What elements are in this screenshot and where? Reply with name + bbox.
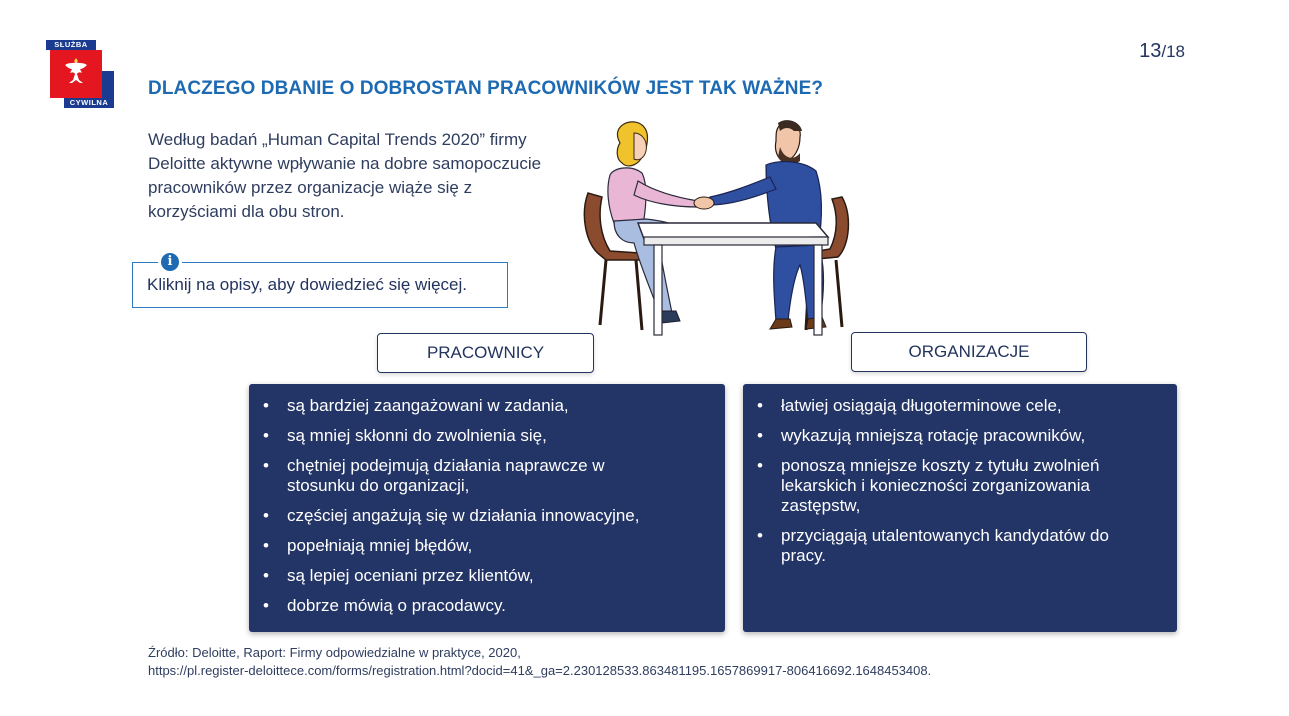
- list-item: • łatwiej osiągają długoterminowe cele,: [743, 396, 1177, 416]
- logo-top-text: SŁUŻBA: [46, 40, 96, 50]
- page-current: 13: [1139, 40, 1162, 62]
- tab-organizations[interactable]: ORGANIZACJE: [851, 332, 1087, 372]
- civil-service-logo: [46, 40, 114, 108]
- eagle-icon: [63, 56, 89, 90]
- list-item: • są bardziej zaangażowani w zadania,: [249, 396, 725, 416]
- workers-benefits-panel: [249, 384, 725, 632]
- list-item: • przyciągają utalentowanych kandydatów do pracy.: [743, 526, 1126, 566]
- source-citation: [148, 644, 931, 680]
- list-item: • są mniej skłonni do zwolnienia się,: [249, 426, 725, 446]
- logo-blue-bar: [102, 71, 114, 99]
- organizations-benefits-panel: [743, 384, 1177, 632]
- list-item: • dobrze mówią o pracodawcy.: [249, 596, 725, 616]
- info-hint-text: Kliknij na opisy, aby dowiedzieć się więcej.: [147, 275, 468, 294]
- list-item: • popełniają mniej błędów,: [249, 536, 725, 556]
- list-item: • wykazują mniejszą rotację pracowników,: [743, 426, 1177, 446]
- page-total: /18: [1161, 42, 1185, 61]
- list-item: • ponoszą mniejsze koszty z tytułu zwolnień lekarskich i konieczności zorganizowania zastępstw,: [743, 456, 1126, 516]
- tab-workers[interactable]: PRACOWNICY: [377, 333, 594, 373]
- intro-text: Według badań „Human Capital Trends 2020” firmy Deloitte aktywne wpływanie na dobre samopoczucie pracowników przez organizacje wiąże się z korzyściami dla obu stron.: [148, 130, 542, 221]
- page-counter: [1139, 40, 1185, 63]
- source-link[interactable]: https://pl.register-deloittece.com/forms/registration.html?docid=41&_ga=2.230128533.863481195.1657869917-806416692.1648453408.: [148, 663, 932, 678]
- page-title: DLACZEGO DBANIE O DOBROSTAN PRACOWNIKÓW JEST TAK WAŻNE?: [148, 78, 824, 99]
- list-item: • częściej angażują się w działania innowacyjne,: [249, 506, 725, 526]
- logo-bottom-text: CYWILNA: [64, 98, 114, 108]
- info-icon: i: [161, 253, 179, 271]
- list-item: • chętniej podejmują działania naprawcze w stosunku do organizacji,: [249, 456, 627, 496]
- list-item: • są lepiej oceniani przez klientów,: [249, 566, 725, 586]
- source-line-1: Źródło: Deloitte, Raport: Firmy odpowiedzialne w praktyce, 2020,: [148, 645, 521, 660]
- handshake-illustration: [580, 115, 860, 345]
- info-hint-box: [132, 254, 508, 308]
